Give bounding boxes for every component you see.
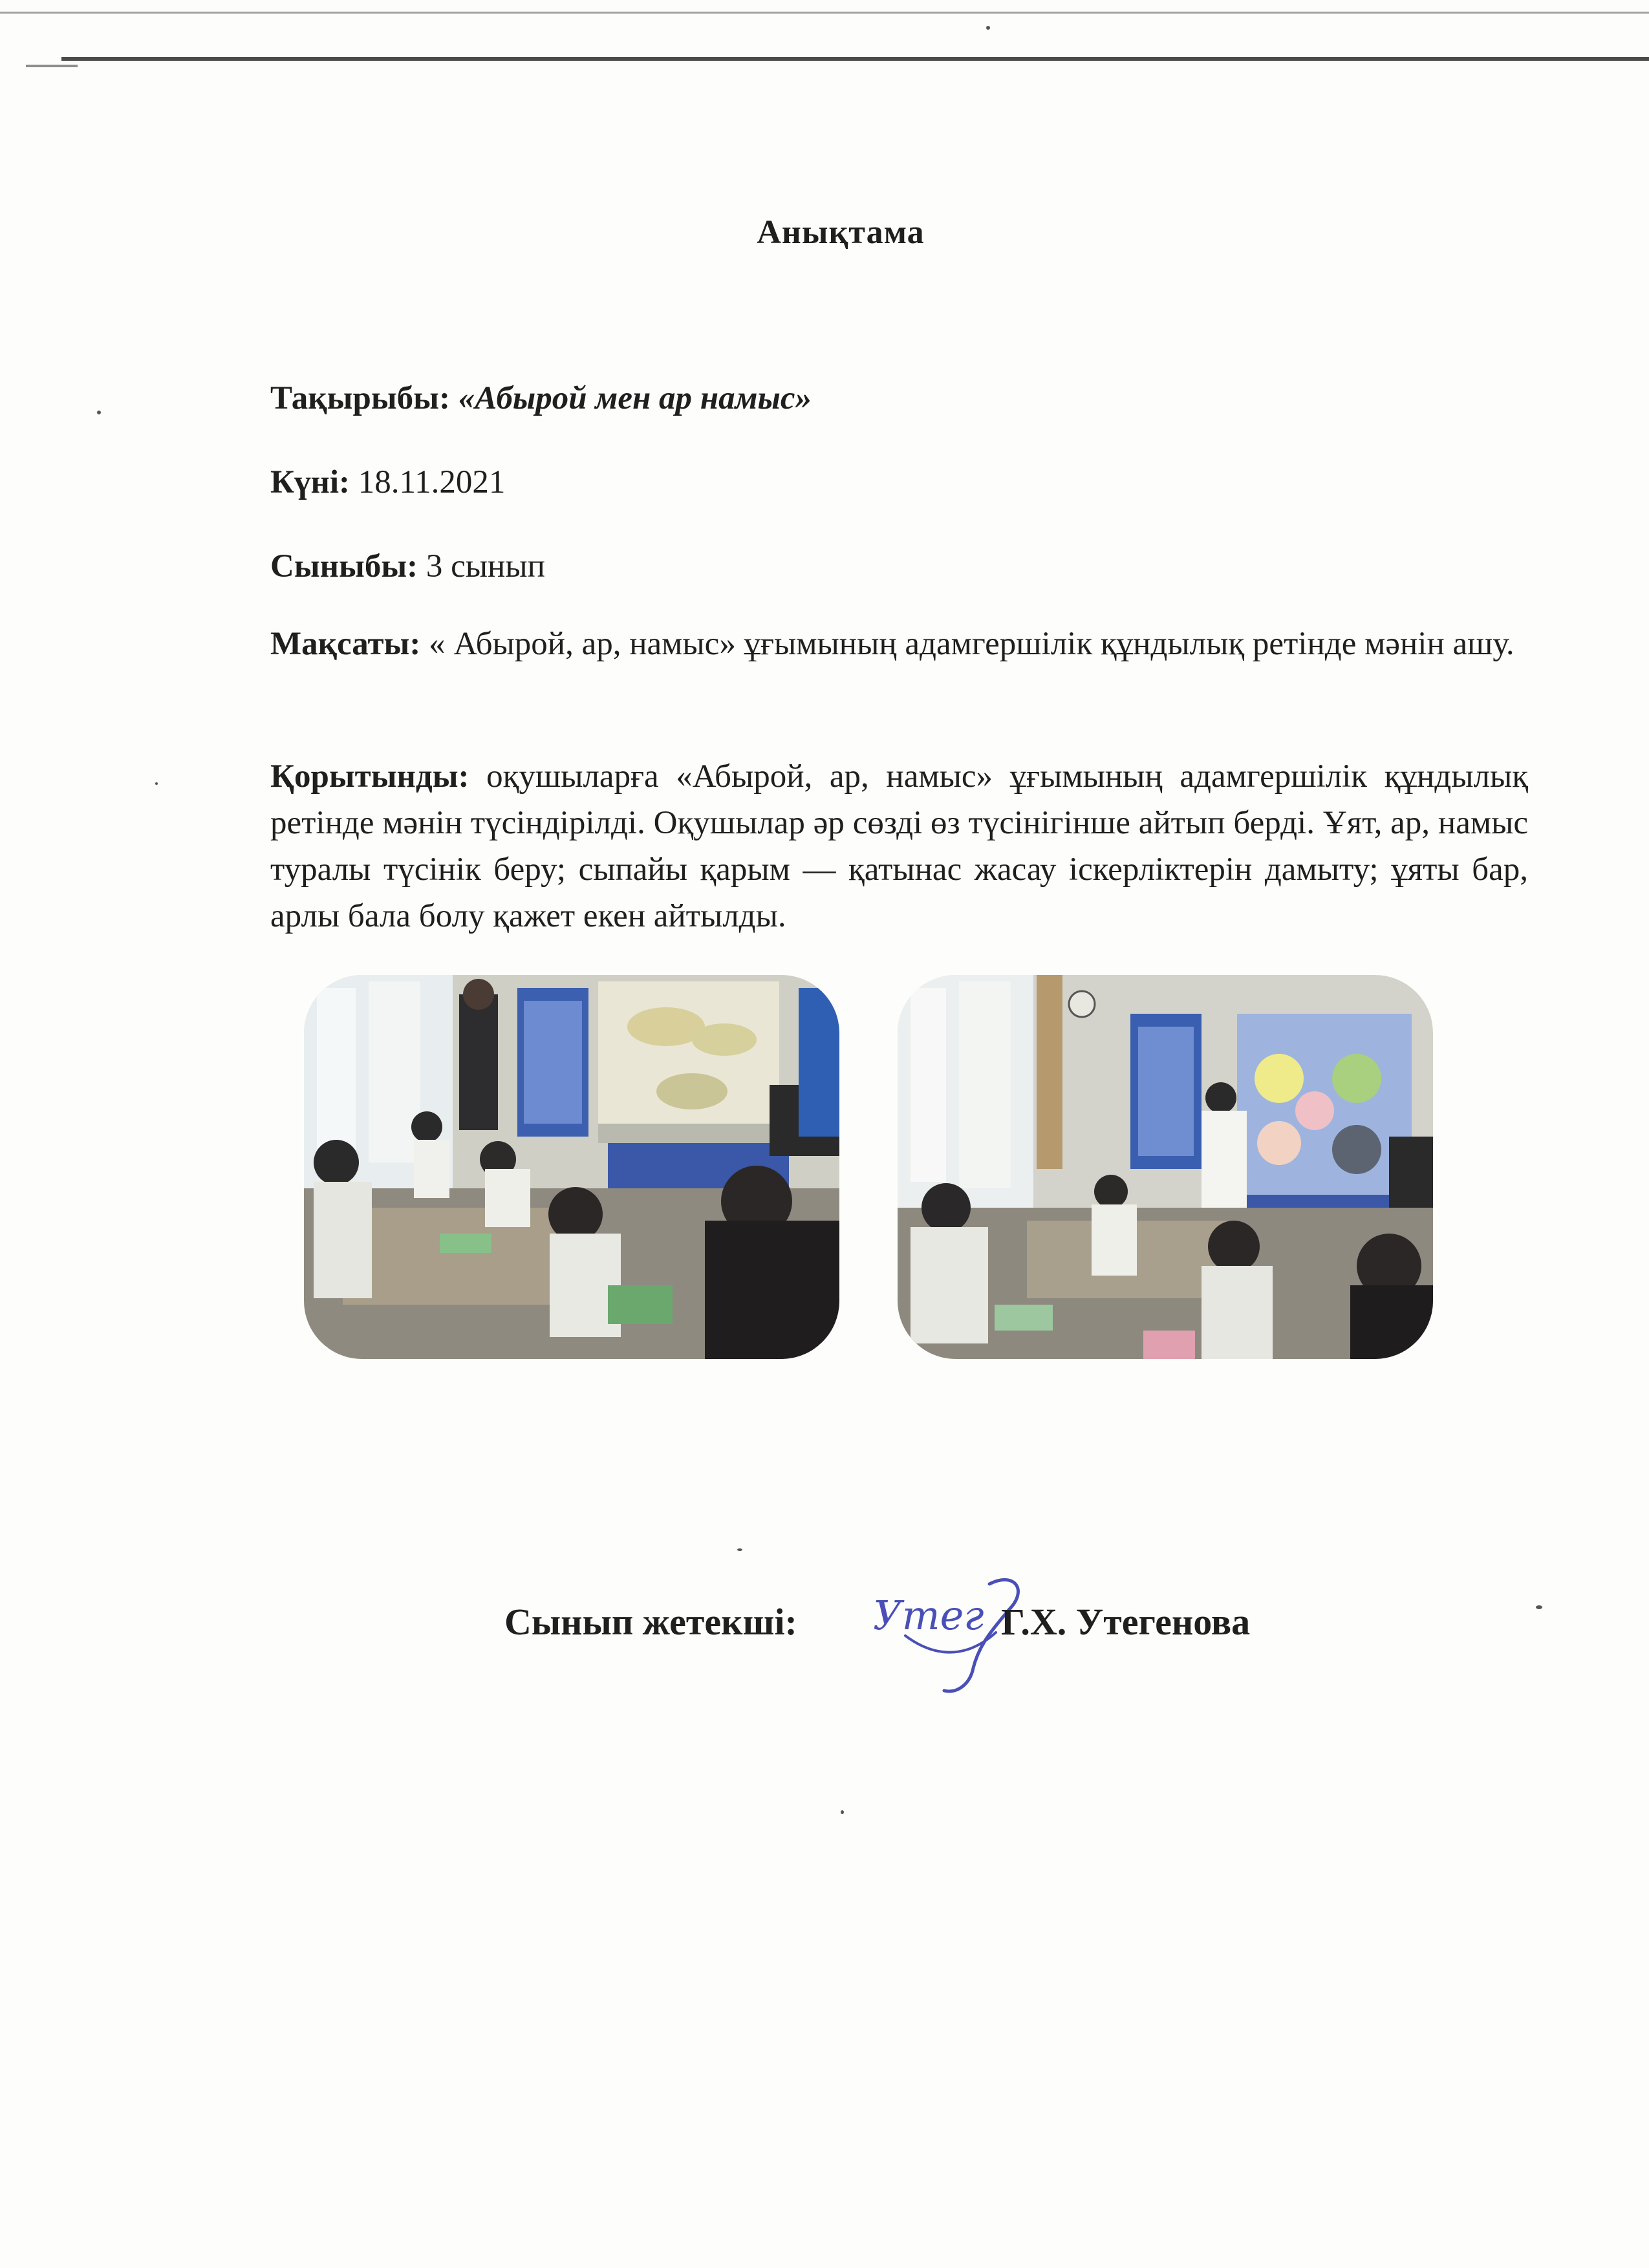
classroom-photo-2: [898, 975, 1433, 1359]
scan-edge-line: [26, 65, 78, 67]
scan-speck: [1536, 1605, 1542, 1609]
date-label: Күні:: [270, 464, 350, 500]
signature-label: Сынып жетекші:: [504, 1601, 797, 1643]
topic-value: «Абырой мен ар намыс»: [458, 380, 812, 416]
conclusion-field: [270, 753, 1528, 939]
goal-field: [270, 621, 1528, 667]
scan-edge-line: [0, 12, 1649, 14]
goal-value: « Абырой, ар, намыс» ұғымының адамгершілік құндылық ретінде мәнін ашу.: [429, 626, 1514, 662]
page-title: Анықтама: [757, 214, 925, 251]
topic-label: Тақырыбы:: [270, 380, 450, 416]
goal-label: Мақсаты:: [270, 626, 421, 662]
conclusion-value: оқушыларға «Абырой, ар, намыс» ұғымының адамгершілік құндылық ретінде мәнін түсіндірілді. Оқушылар әр сөзді өз түсінігінше айтып берді. Ұят, ар, намыс туралы түсінік беру; сыпайы қарым — қатынас жасау іскерліктерін дамыту; ұяты бар, арлы бала болу қажет екен айтылды.: [270, 758, 1528, 934]
scan-speck: [97, 411, 101, 414]
date-field: [270, 459, 1528, 506]
class-label: Сыныбы:: [270, 548, 418, 584]
classroom-photo-1: [304, 975, 839, 1359]
class-field: [270, 543, 1528, 590]
conclusion-label: Қорытынды:: [270, 758, 469, 795]
classroom-photo-1-image: [304, 975, 839, 1359]
signature-handwriting-text: Утег: [873, 1592, 984, 1639]
class-value: 3 сынып: [426, 548, 545, 584]
date-value: 18.11.2021: [358, 464, 506, 500]
scan-speck: [986, 26, 990, 30]
scan-edge-line: [61, 57, 1649, 61]
scan-speck: [155, 782, 158, 785]
topic-field: [270, 375, 1528, 422]
scan-speck: [841, 1810, 844, 1814]
classroom-photo-2-image: [898, 975, 1433, 1359]
signature-name: Г.Х. Утегенова: [1001, 1601, 1251, 1643]
scan-speck: [737, 1548, 742, 1551]
